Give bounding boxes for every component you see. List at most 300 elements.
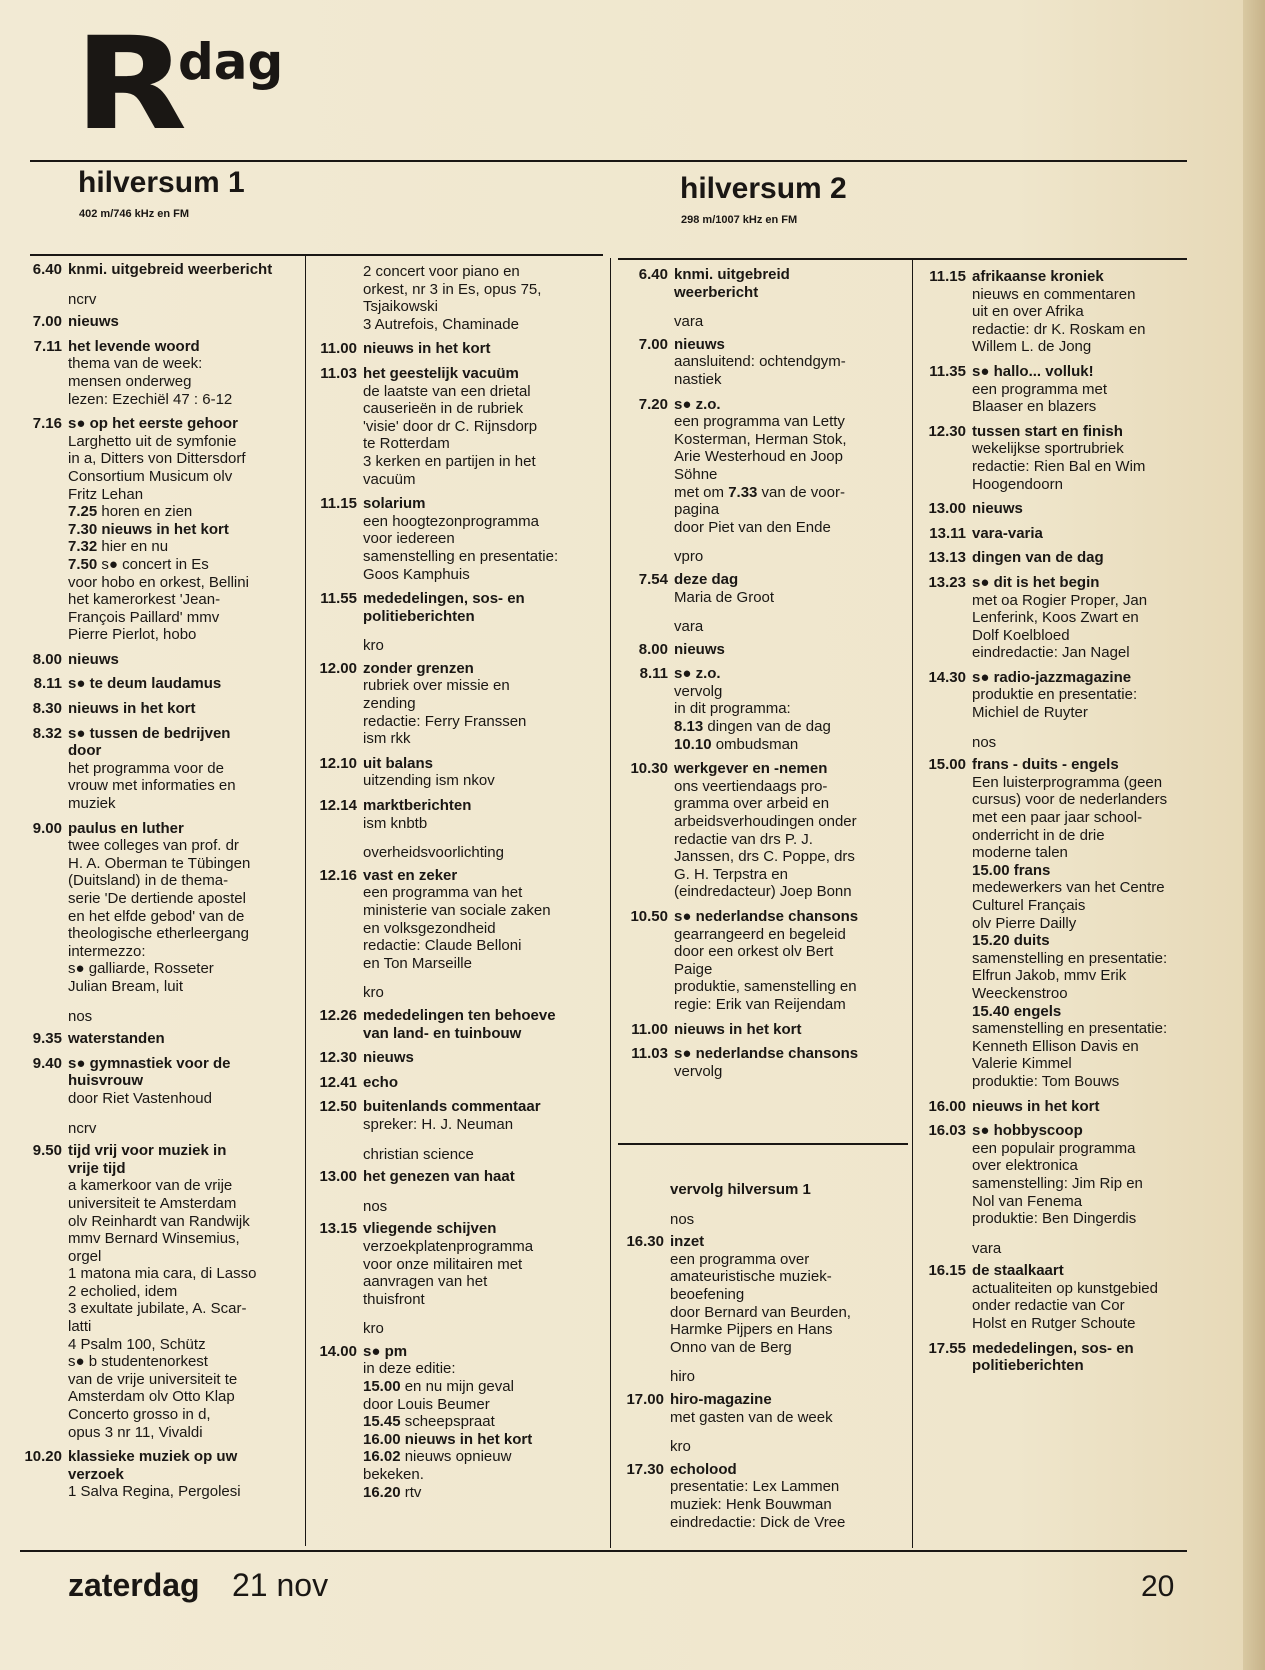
h1-top-rule — [30, 254, 603, 256]
program-entry — [612, 1391, 908, 1426]
program-entry — [308, 797, 608, 832]
program-time: 11.35 — [929, 362, 966, 380]
program-title: verzoek — [68, 1465, 124, 1483]
program-title: solarium — [363, 495, 426, 513]
program-time: 6.40 — [638, 266, 668, 283]
program-detail: Valerie Kimmel — [972, 1055, 1072, 1073]
program-detail: François Paillard' mmv — [68, 608, 220, 626]
program-title: s● nederlandse chansons — [674, 908, 859, 925]
program-detail: door Riet Vastenhoud — [68, 1089, 212, 1107]
program-entry — [914, 756, 1202, 1090]
program-detail: mmv Bernard Winsemius, — [68, 1230, 240, 1248]
program-time: 7.00 — [32, 313, 62, 331]
program-title: deze dag — [674, 570, 739, 588]
program-time: 8.30 — [32, 700, 62, 718]
program-title: s● z.o. — [674, 395, 721, 413]
program-time: 12.26 — [319, 1006, 357, 1024]
program-detail: een programma met — [972, 380, 1108, 398]
broadcaster-label: kro — [363, 984, 384, 1002]
program-detail: rubriek over missie en — [363, 677, 510, 695]
program-detail: 7.30 nieuws in het kort — [68, 520, 229, 538]
program-title: klassieke muziek op uw — [68, 1448, 238, 1466]
program-entry — [914, 363, 1202, 416]
program-detail: Nol van Fenema — [972, 1192, 1083, 1210]
program-detail: Pierre Pierlot, hobo — [68, 626, 197, 644]
program-detail: het programma voor de — [68, 759, 224, 777]
program-title: werkgever en -nemen — [674, 760, 828, 778]
program-time: 9.50 — [32, 1142, 62, 1160]
program-title: s● gymnastiek voor de — [68, 1054, 231, 1072]
program-detail: voor hobo en orkest, Bellini — [68, 573, 249, 591]
program-detail: aansluitend: ochtendgym- — [674, 353, 846, 371]
program-title: knmi. uitgebreid weerbericht — [68, 261, 273, 278]
program-detail: en Ton Marseille — [363, 954, 472, 972]
program-detail: redactie: Claude Belloni — [363, 937, 522, 955]
program-title: nieuws — [674, 640, 725, 658]
program-time: 12.41 — [319, 1073, 357, 1091]
program-detail: lezen: Ezechiël 47 : 6-12 — [68, 390, 233, 408]
program-detail: latti — [68, 1318, 92, 1336]
program-entry — [10, 313, 300, 331]
program-detail: Amsterdam olv Otto Klap — [68, 1388, 235, 1406]
program-detail: Culturel Français — [972, 897, 1086, 914]
program-detail: eindredactie: Dick de Vree — [670, 1513, 846, 1531]
program-time: 11.15 — [320, 495, 357, 513]
program-title: nieuws in het kort — [363, 340, 491, 358]
page-number: 20 — [1141, 1570, 1175, 1603]
program-detail: samenstelling en presentatie: — [363, 547, 559, 565]
program-entry — [616, 1021, 908, 1039]
program-entry — [616, 1045, 908, 1080]
program-detail: actualiteiten op kunstgebied — [972, 1279, 1158, 1297]
program-entry — [612, 1181, 908, 1199]
program-entry — [616, 396, 908, 537]
program-detail: 1 matona mia cara, di Lasso — [68, 1265, 257, 1283]
program-time: 14.30 — [928, 668, 966, 686]
program-entry — [308, 1098, 608, 1133]
program-title: vliegende schijven — [363, 1220, 497, 1238]
program-detail: s● b studentenorkest — [68, 1353, 208, 1371]
program-detail: theologische etherleergang — [68, 925, 249, 943]
program-title: hiro-magazine — [670, 1390, 772, 1408]
program-detail: muziek: Henk Bouwman — [670, 1495, 832, 1513]
program-detail: vervolg — [674, 1062, 723, 1080]
program-title: nieuws — [674, 335, 725, 353]
program-time: 6.40 — [32, 261, 62, 278]
program-time: 12.14 — [319, 797, 357, 815]
broadcaster-label: nos — [68, 1007, 93, 1025]
program-entry — [914, 525, 1202, 543]
program-detail: presentatie: Lex Lammen — [670, 1478, 840, 1496]
broadcaster-label: nos — [972, 733, 997, 751]
program-title: nieuws in het kort — [674, 1020, 802, 1038]
program-detail: onder redactie van Cor — [972, 1297, 1125, 1315]
program-time: 17.55 — [928, 1339, 966, 1357]
schedule-column-h1-a — [10, 261, 300, 1508]
program-detail: cursus) voor de nederlanders — [972, 791, 1168, 809]
program-entry — [308, 365, 608, 488]
program-title: nieuws — [68, 313, 119, 331]
program-entry — [10, 675, 300, 693]
program-title: weerbericht — [674, 283, 759, 301]
program-time: 11.55 — [320, 590, 357, 608]
program-title: nieuws in het kort — [68, 700, 196, 718]
schedule-column-h1-b — [308, 263, 608, 1508]
program-title: nieuws — [972, 500, 1023, 518]
program-detail: orgel — [68, 1247, 102, 1265]
program-detail: 1 Salva Regina, Pergolesi — [68, 1483, 241, 1501]
program-detail: 10.10 ombudsman — [674, 735, 799, 753]
program-time: 9.40 — [32, 1054, 62, 1072]
program-title: knmi. uitgebreid — [674, 266, 790, 283]
program-detail: universiteit te Amsterdam — [68, 1194, 237, 1212]
program-time: 7.54 — [638, 570, 668, 588]
program-title: politieberichten — [972, 1357, 1084, 1375]
program-entry — [914, 500, 1202, 518]
program-detail: samenstelling en presentatie: — [972, 949, 1168, 967]
program-entry — [308, 660, 608, 748]
schedule-column-h2-b — [914, 268, 1202, 1382]
program-time: 7.00 — [638, 335, 668, 353]
program-detail: Harmke Pijpers en Hans — [670, 1321, 833, 1339]
program-time: 13.00 — [319, 1168, 357, 1186]
program-detail: moderne talen — [972, 844, 1068, 862]
program-detail: Lenferink, Koos Zwart en — [972, 609, 1139, 627]
program-title: buitenlands commentaar — [363, 1098, 541, 1116]
program-time: 8.11 — [639, 665, 668, 683]
program-time: 14.00 — [319, 1342, 357, 1360]
program-detail: Weeckenstroo — [972, 984, 1068, 1002]
program-title: s● pm — [363, 1342, 408, 1360]
program-detail: met oa Rogier Proper, Jan — [972, 591, 1148, 609]
program-title: s● hobbyscoop — [972, 1122, 1083, 1140]
program-detail: door Bernard van Beurden, — [670, 1303, 851, 1321]
program-detail: vervolg — [674, 682, 723, 700]
program-entry — [10, 651, 300, 669]
program-title: waterstanden — [68, 1030, 165, 1048]
footer-day: zaterdag — [68, 1567, 200, 1603]
program-detail: Paige — [674, 960, 713, 978]
program-detail: samenstelling en presentatie: — [972, 1020, 1168, 1038]
program-entry — [612, 1461, 908, 1531]
program-time: 7.11 — [33, 337, 62, 355]
program-detail: orkest, nr 3 in Es, opus 75, — [363, 280, 542, 298]
program-time: 8.11 — [33, 675, 62, 693]
program-title: mededelingen ten behoeve — [363, 1006, 556, 1024]
program-time: 13.11 — [929, 524, 966, 542]
program-detail: arbeidsverhoudingen onder — [674, 813, 857, 831]
program-title: mededelingen, sos- en — [972, 1339, 1134, 1357]
program-detail: aanvragen van het — [363, 1273, 488, 1291]
program-detail: Tsjaikowski — [363, 298, 439, 316]
program-entry — [308, 263, 608, 333]
program-detail: serie 'De dertiende apostel — [68, 890, 246, 907]
program-title: het levende woord — [68, 337, 200, 355]
program-detail: Arie Westerhoud en Joop — [674, 448, 843, 466]
program-detail: twee colleges van prof. dr — [68, 837, 239, 855]
program-entry — [616, 266, 908, 301]
program-detail: 3 Autrefois, Chaminade — [363, 315, 519, 333]
program-entry — [914, 1262, 1202, 1332]
program-detail: met om 7.33 van de voor- — [674, 483, 845, 501]
program-detail: 3 exultate jubilate, A. Scar- — [68, 1300, 247, 1318]
station-title-h1: hilversum 1 — [78, 166, 245, 199]
program-detail: regie: Erik van Reijendam — [674, 995, 846, 1013]
program-title: het genezen van haat — [363, 1168, 515, 1186]
program-detail: 8.13 dingen van de dag — [674, 718, 831, 736]
program-detail: 7.32 hier en nu — [68, 538, 169, 556]
broadcaster-label: hiro — [670, 1368, 696, 1386]
program-detail: Dolf Koelbloed — [972, 626, 1070, 644]
program-detail: Concerto grosso in d, — [68, 1406, 211, 1424]
program-time: 7.20 — [638, 395, 668, 413]
program-detail: Goos Kamphuis — [363, 565, 470, 583]
program-title: echolood — [670, 1460, 737, 1478]
program-detail: Kenneth Ellison Davis en — [972, 1037, 1139, 1055]
program-detail: in deze editie: — [363, 1360, 456, 1378]
program-time: 13.13 — [928, 549, 966, 567]
program-title: nieuws in het kort — [972, 1097, 1100, 1115]
page-edge-shadow — [1243, 0, 1265, 1670]
program-title: vrije tijd — [68, 1159, 126, 1177]
program-detail: 7.50 s● concert in Es — [68, 555, 209, 573]
program-detail: een hoogtezonprogramma — [363, 512, 539, 530]
program-detail: redactie van drs P. J. — [674, 830, 813, 848]
program-time: 11.00 — [320, 340, 357, 358]
broadcaster-label: vara — [972, 1239, 1002, 1257]
station-freq-h1: 402 m/746 kHz en FM — [79, 208, 190, 220]
program-time: 13.23 — [928, 573, 966, 591]
program-detail: medewerkers van het Centre — [972, 879, 1165, 897]
program-title: zonder grenzen — [363, 659, 474, 677]
program-detail: olv Reinhardt van Randwijk — [68, 1212, 250, 1230]
program-detail: 16.20 rtv — [363, 1483, 422, 1501]
program-detail: amateuristische muziek- — [670, 1268, 832, 1286]
program-time: 13.15 — [319, 1220, 357, 1238]
program-detail: het kamerorkest 'Jean- — [68, 591, 221, 609]
program-entry — [10, 725, 300, 813]
program-entry — [308, 755, 608, 790]
broadcaster-label: ncrv — [68, 1119, 97, 1137]
program-detail: olv Pierre Dailly — [972, 914, 1077, 932]
program-entry — [616, 571, 908, 606]
program-detail: (Duitsland) in de thema- — [68, 872, 229, 890]
program-time: 12.30 — [928, 422, 966, 440]
program-title: echo — [363, 1073, 399, 1091]
program-title: vara-varia — [972, 524, 1043, 542]
program-title: s● tussen de bedrijven — [68, 724, 231, 742]
program-title: nieuws — [363, 1049, 414, 1067]
program-entry — [308, 1220, 608, 1308]
program-title: vast en zeker — [363, 866, 458, 884]
program-detail: redactie: dr K. Roskam en — [972, 320, 1146, 338]
program-title: nieuws — [68, 650, 119, 668]
program-detail: Consortium Musicum olv — [68, 467, 233, 485]
program-detail: Hoogendoorn — [972, 475, 1063, 493]
program-detail: 15.40 engels — [972, 1002, 1062, 1020]
footer-date: 21 nov — [232, 1567, 329, 1603]
program-detail: 15.00 frans — [972, 861, 1051, 879]
broadcaster-label: kro — [670, 1438, 691, 1456]
program-detail: Willem L. de Jong — [972, 338, 1092, 356]
program-detail: vacuüm — [363, 470, 416, 488]
program-detail: ons veertiendaags pro- — [674, 777, 828, 795]
program-time: 9.35 — [32, 1030, 62, 1048]
program-title: van land- en tuinbouw — [363, 1024, 522, 1042]
program-entry — [308, 1168, 608, 1186]
program-detail: 2 concert voor piano en — [363, 263, 520, 280]
program-detail: 7.25 horen en zien — [68, 503, 193, 521]
broadcaster-label: kro — [363, 1320, 384, 1338]
broadcaster-label: overheidsvoorlichting — [363, 844, 504, 862]
program-detail: zending — [363, 695, 416, 713]
program-title: afrikaanse kroniek — [972, 268, 1104, 285]
program-title: s● z.o. — [674, 665, 721, 683]
program-entry — [616, 665, 908, 753]
program-detail: nieuws en commentaren — [972, 285, 1136, 303]
program-entry — [914, 268, 1202, 356]
program-detail: produktie: Ben Dingerdis — [972, 1210, 1137, 1228]
program-detail: een programma van het — [363, 884, 523, 902]
program-time: 8.32 — [32, 724, 62, 742]
broadcaster-label: kro — [363, 637, 384, 655]
program-entry — [616, 760, 908, 901]
program-detail: 2 echolied, idem — [68, 1282, 178, 1300]
program-time: 16.15 — [928, 1262, 966, 1280]
program-detail: en het elfde gebod' van de — [68, 907, 245, 925]
program-entry — [914, 669, 1202, 722]
program-entry — [308, 1007, 608, 1042]
program-detail: 15.00 en nu mijn geval — [363, 1378, 514, 1396]
program-entry — [914, 1122, 1202, 1228]
program-detail: intermezzo: — [68, 942, 146, 960]
program-detail: uitzending ism nkov — [363, 772, 495, 790]
program-detail: gearrangeerd en begeleid — [674, 925, 846, 943]
program-entry — [10, 1142, 300, 1441]
program-detail: Elfrun Jakob, mmv Erik — [972, 967, 1127, 985]
program-detail: door Piet van den Ende — [674, 518, 831, 536]
program-detail: 'visie' door dr C. Rijnsdorp — [363, 417, 538, 435]
program-detail: onderricht in de drie — [972, 826, 1105, 844]
program-detail: 15.20 duits — [972, 932, 1050, 950]
program-title: uit balans — [363, 754, 434, 772]
program-detail: vrouw met informaties en — [68, 777, 236, 795]
program-detail: gramma over arbeid en — [674, 795, 830, 813]
program-detail: eindredactie: Jan Nagel — [972, 644, 1130, 662]
broadcaster-label: christian science — [363, 1145, 474, 1163]
program-entry — [616, 908, 908, 1014]
station-freq-h2: 298 m/1007 kHz en FM — [681, 214, 798, 226]
program-time: 16.03 — [928, 1122, 966, 1140]
program-time: 12.50 — [319, 1098, 357, 1116]
program-entry — [616, 641, 908, 659]
header-rule — [30, 160, 1187, 162]
program-time: 13.00 — [928, 500, 966, 518]
program-detail: met gasten van de week — [670, 1408, 833, 1426]
program-entry — [612, 1233, 908, 1356]
program-entry — [914, 574, 1202, 662]
program-time: 16.30 — [626, 1233, 664, 1251]
program-entry — [308, 495, 608, 583]
program-detail: de laatste van een drietal — [363, 382, 531, 400]
program-title: mededelingen, sos- en — [363, 590, 525, 608]
program-detail: te Rotterdam — [363, 435, 450, 453]
program-entry — [616, 336, 908, 389]
program-detail: 3 kerken en partijen in het — [363, 452, 536, 470]
program-detail: voor onze militairen met — [363, 1255, 523, 1273]
program-time: 16.00 — [928, 1097, 966, 1115]
program-detail: nastiek — [674, 370, 722, 388]
station-title-h2: hilversum 2 — [680, 172, 847, 205]
logo-word: dag — [178, 33, 284, 91]
program-entry — [308, 1049, 608, 1067]
program-detail: een populair programma — [972, 1139, 1136, 1157]
program-detail: spreker: H. J. Neuman — [363, 1115, 514, 1133]
program-detail: door Louis Beumer — [363, 1395, 490, 1413]
program-time: 8.00 — [638, 640, 668, 658]
program-detail: mensen onderweg — [68, 372, 192, 390]
program-detail: 16.00 nieuws in het kort — [363, 1430, 533, 1448]
program-detail: over elektronica — [972, 1157, 1078, 1175]
program-detail: opus 3 nr 11, Vivaldi — [68, 1423, 203, 1441]
program-detail: en volksgezondheid — [363, 919, 496, 937]
program-detail: pagina — [674, 501, 720, 519]
program-detail: in dit programma: — [674, 700, 791, 718]
program-detail: wekelijkse sportrubriek — [972, 440, 1124, 458]
program-detail: (eindredacteur) Joep Bonn — [674, 883, 852, 901]
col-divider-2 — [610, 258, 611, 1548]
broadcaster-label: vpro — [674, 548, 704, 566]
program-title: inzet — [670, 1233, 705, 1251]
program-title: vervolg hilversum 1 — [670, 1181, 811, 1198]
logo-letter: R — [74, 10, 183, 159]
program-entry — [10, 1448, 300, 1501]
program-detail: verzoekplatenprogramma — [363, 1237, 534, 1255]
program-time: 12.00 — [319, 659, 357, 677]
program-time: 10.50 — [630, 908, 668, 925]
program-title: marktberichten — [363, 797, 472, 815]
program-detail: uit en over Afrika — [972, 303, 1084, 321]
program-detail: Julian Bream, luit — [68, 977, 184, 995]
program-entry — [914, 1098, 1202, 1116]
program-entry — [10, 261, 300, 279]
program-title: het geestelijk vacuüm — [363, 364, 519, 382]
program-detail: een programma van Letty — [674, 413, 845, 431]
program-time: 8.00 — [32, 650, 62, 668]
program-detail: bekeken. — [363, 1466, 424, 1484]
program-detail: een programma over — [670, 1250, 810, 1268]
program-detail: Larghetto uit de symfonie — [68, 432, 237, 450]
footer-rule — [20, 1550, 1187, 1552]
h2-top-rule — [618, 258, 1187, 260]
program-detail: a kamerkoor van de vrije — [68, 1177, 233, 1195]
program-detail: beoefening — [670, 1285, 745, 1303]
broadcaster-label: nos — [363, 1197, 388, 1215]
program-detail: thema van de week: — [68, 355, 203, 373]
program-detail: door een orkest olv Bert — [674, 943, 834, 961]
program-entry — [10, 1030, 300, 1048]
program-detail: redactie: Ferry Franssen — [363, 712, 527, 730]
schedule-column-h1-continued — [612, 1181, 908, 1538]
program-entry — [914, 1340, 1202, 1375]
program-title: s● nederlandse chansons — [674, 1045, 859, 1063]
program-title: frans - duits - engels — [972, 756, 1119, 774]
program-time: 17.30 — [626, 1460, 664, 1478]
program-entry — [914, 423, 1202, 493]
program-title: s● hallo... volluk! — [972, 362, 1094, 380]
program-entry — [308, 867, 608, 973]
col-divider-3 — [912, 260, 913, 1548]
